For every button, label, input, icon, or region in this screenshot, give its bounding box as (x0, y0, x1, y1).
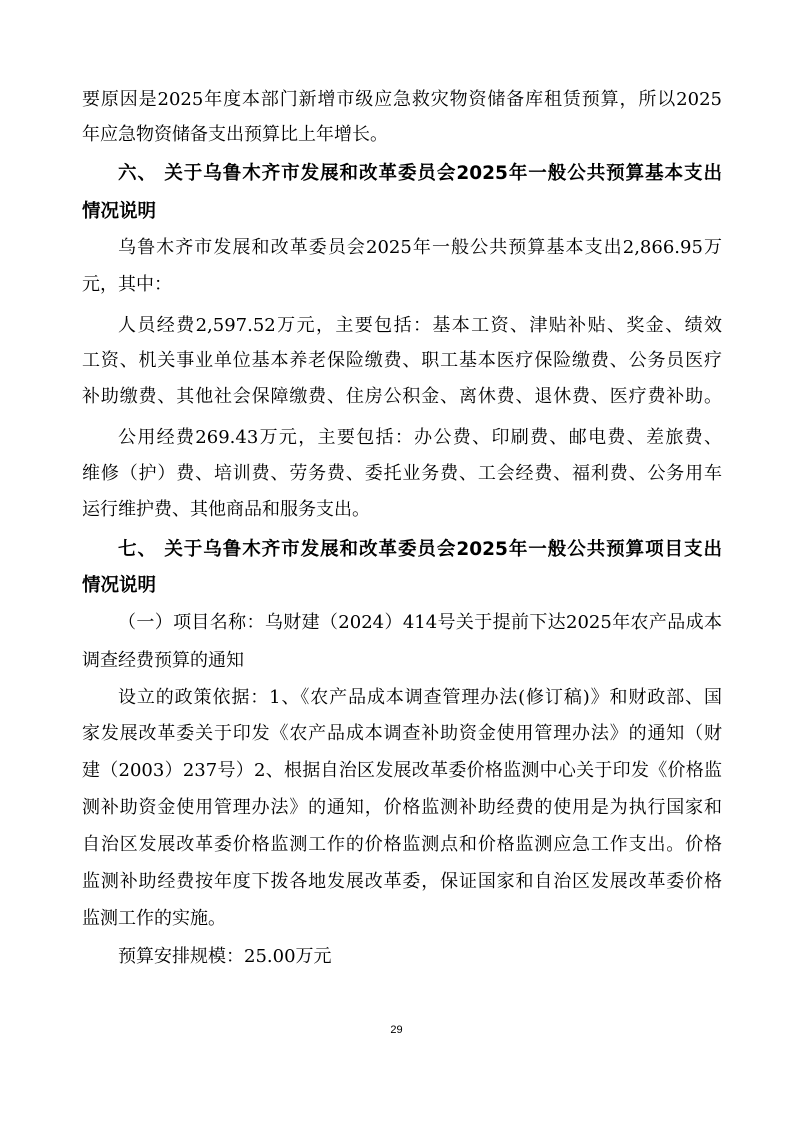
body-text-line: 预算安排规模：25.00万元 (118, 946, 332, 967)
body-text-line: 自治区发展改革委价格监测工作的价格监测点和价格监测应急工作支出。价格 (82, 834, 722, 855)
body-text-line: 监测工作的实施。 (82, 908, 226, 929)
body-text-line: 元，其中： (82, 274, 172, 295)
page-number: 29 (390, 1024, 403, 1036)
body-text-line: 补助缴费、其他社会保障缴费、住房公积金、离休费、退休费、医疗费补助。 (82, 386, 722, 407)
body-text-line: 乌鲁木齐市发展和改革委员会2025年一般公共预算基本支出2,866.95万 (118, 237, 722, 258)
body-text-line: 运行维护费、其他商品和服务支出。 (82, 499, 370, 520)
body-text-line: 公用经费269.43万元，主要包括：办公费、印刷费、邮电费、差旅费、 (118, 427, 722, 448)
body-text-line: 测补助资金使用管理办法》的通知，价格监测补助经费的使用是为执行国家和 (82, 797, 722, 818)
body-text-line: 人员经费2,597.52万元，主要包括：基本工资、津贴补贴、奖金、绩效 (118, 315, 722, 336)
section-heading-6: 六、 关于乌鲁木齐市发展和改革委员会2025年一般公共预算基本支出 (118, 163, 722, 184)
body-text-line: 要原因是2025年度本部门新增市级应急救灾物资储备库租赁预算，所以2025 (82, 89, 722, 110)
body-text-line: 监测补助经费按年度下拨各地发展改革委，保证国家和自治区发展改革委价格 (82, 871, 722, 892)
body-text-line: 家发展改革委关于印发《农产品成本调查补助资金使用管理办法》的通知（财 (82, 723, 722, 744)
body-text-line: 工资、机关事业单位基本养老保险缴费、职工基本医疗保险缴费、公务员医疗 (82, 350, 722, 371)
body-text-line: （一）项目名称：乌财建（2024）414号关于提前下达2025年农产品成本 (118, 612, 722, 633)
section-heading-6-cont: 情况说明 (82, 201, 157, 222)
section-heading-7: 七、 关于乌鲁木齐市发展和改革委员会2025年一般公共预算项目支出 (118, 539, 722, 560)
body-text-line: 建（2003）237号）2、根据自治区发展改革委价格监测中心关于印发《价格监 (82, 760, 722, 781)
body-text-line: 维修（护）费、培训费、劳务费、委托业务费、工会经费、福利费、公务用车 (82, 463, 722, 484)
body-text-line: 设立的政策依据：1、《农产品成本调查管理办法(修订稿)》和财政部、国 (118, 687, 722, 708)
section-heading-7-cont: 情况说明 (82, 575, 157, 596)
body-text-line: 调查经费预算的通知 (82, 650, 244, 671)
body-text-line: 年应急物资储备支出预算比上年增长。 (82, 124, 388, 145)
